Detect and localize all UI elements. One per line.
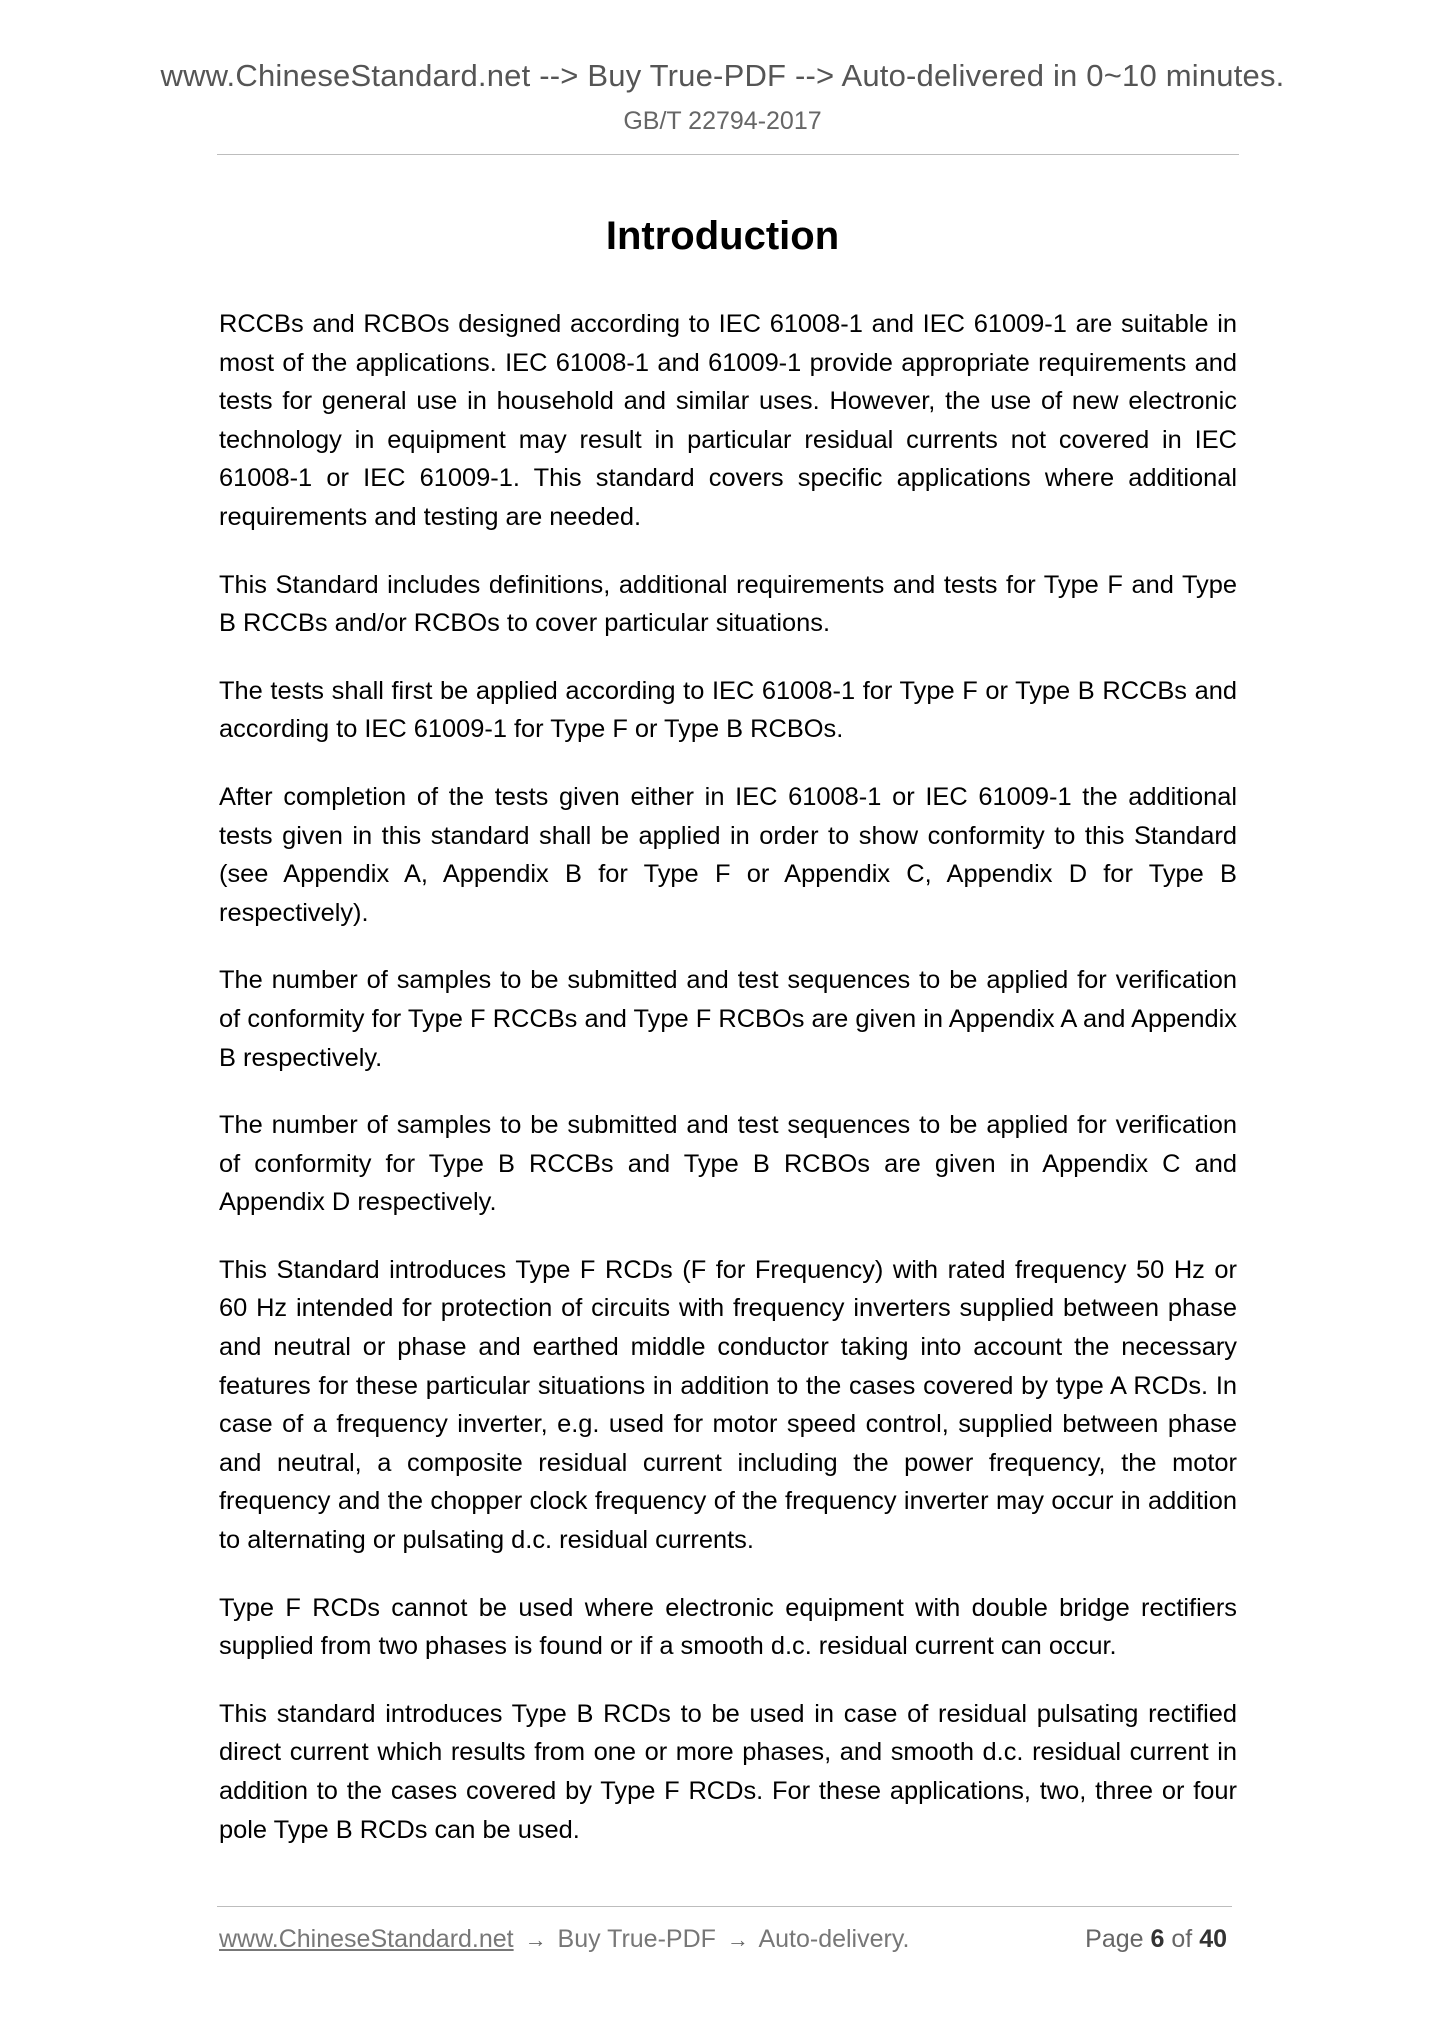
paragraph-4: After completion of the tests given either in IEC 61008-1 or IEC 61009-1 the additional tests given in this standard shall be applied in order to show conformity to this Standard (see Appendix A, Appendix B for Type F or Appendix C, Appendix D for Type B respectively).	[219, 782, 1237, 927]
paragraph-2: This Standard includes definitions, additional requirements and tests for Type F and Type B RCCBs and/or RCBOs to cover particular situations.	[219, 570, 1237, 638]
standard-code: GB/T 22794-2017	[623, 107, 822, 135]
body-text	[219, 305, 1237, 1878]
paragraph-7: This Standard introduces Type F RCDs (F for Frequency) with rated frequency 50 Hz or 60 Hz intended for protection of circuits with frequency inverters supplied between phase and neutral or phase and earthed middle conductor taking into account the necessary features for these particular situations in addition to the cases covered by type A RCDs. In case of a frequency inverter, e.g. used for motor speed control, supplied between phase and neutral, a composite residual current including the power frequency, the motor frequency and the chopper clock frequency of the frequency inverter may occur in addition to alternating or pulsating d.c. residual currents.	[219, 1255, 1237, 1555]
arrow-right-icon: →	[726, 1927, 749, 1952]
paragraph-8: Type F RCDs cannot be used where electronic equipment with double bridge rectifiers supplied from two phases is found or if a smooth d.c. residual current can occur.	[219, 1593, 1237, 1661]
arrow-right-icon: →	[524, 1927, 547, 1952]
paragraph-5: The number of samples to be submitted and test sequences to be applied for verification of conformity for Type F RCCBs and Type F RCBOs are given in Appendix A and Appendix B respectively.	[219, 966, 1237, 1072]
footer-links	[219, 1925, 909, 1954]
auto-delivery-text: Auto-delivery.	[758, 1925, 910, 1953]
header-banner: www.ChineseStandard.net --> Buy True-PDF --> Auto-delivered in 0~10 minutes.	[160, 58, 1285, 93]
total-pages: 40	[1199, 1925, 1227, 1953]
page-title: Introduction	[605, 214, 840, 258]
footer-divider	[217, 1906, 1232, 1907]
of-word: of	[1171, 1925, 1193, 1953]
site-link[interactable]: www.ChineseStandard.net	[219, 1925, 514, 1953]
page-indicator	[1085, 1925, 1227, 1954]
paragraph-9: This standard introduces Type B RCDs to be used in case of residual pulsating rectified direct current which results from one or more phases, and smooth d.c. residual current in addition to the cases covered by Type F RCDs. For these applications, two, three or four pole Type B RCDs can be used.	[219, 1699, 1237, 1844]
page-word: Page	[1085, 1925, 1144, 1953]
paragraph-1: RCCBs and RCBOs designed according to IEC 61008-1 and IEC 61009-1 are suitable in most of the applications. IEC 61008-1 and 61009-1 provide appropriate requirements and tests for general use in household and similar uses. However, the use of new electronic technology in equipment may result in particular residual currents not covered in IEC 61008-1 or IEC 61009-1. This standard covers specific applications where additional requirements and testing are needed.	[219, 310, 1237, 531]
header-divider	[217, 154, 1239, 155]
paragraph-3: The tests shall first be applied according to IEC 61008-1 for Type F or Type B RCCBs and according to IEC 61009-1 for Type F or Type B RCBOs.	[219, 676, 1237, 744]
paragraph-6: The number of samples to be submitted and test sequences to be applied for verification of conformity for Type B RCCBs and Type B RCBOs are given in Appendix C and Appendix D respectively.	[219, 1111, 1237, 1217]
page-number: 6	[1150, 1925, 1165, 1953]
buy-true-pdf-link: Buy True-PDF	[557, 1925, 716, 1953]
